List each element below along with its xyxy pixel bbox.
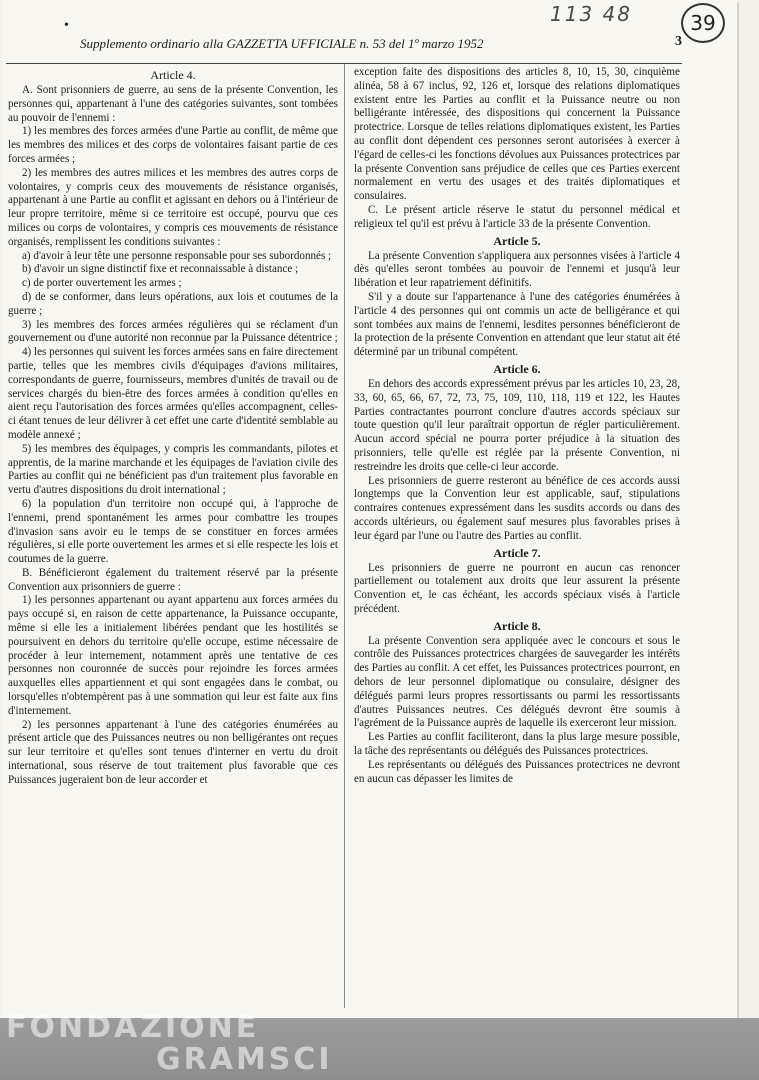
paragraph: La présente Convention s'appliquera aux personnes visées à l'article 4 dès qu'elles seront tombées au pouvoir de l'ennemi et jusqu'à leur libération et leur rapatriement définitifs. [354,249,680,290]
article-heading: Article 4. [150,68,196,82]
watermark-line-2: GRAMSCI [156,1042,333,1077]
paragraph: 4) les personnes qui suivent les forces armées sans en faire directement partie, telles que les membres civils d'équipages d'avions militaires, correspondants de guerre, fournisseurs, membres d'unités de travail ou de services chargés du bien-être des forces armées à condition qu'elles en aient reçu l'autorisation des forces armées qu'elles accompagnent, celles-ci étant tenues de leur délivrer à cet effet une carte d'identité semblable au modèle annexé ; [8,346,338,441]
article-heading: Article 8. [493,618,541,633]
paragraph: Les prisonniers de guerre resteront au bénéfice de ces accords aussi longtemps que la Convention leur est applicable, sauf, stipulations contraires contenues expressément dans les susdits accords ou dans des accords ultérieurs, ou également sauf mesures plus favorables prises à leur égard par l'une ou l'autre des Parties au conflit. [354,474,680,542]
paragraph: a) d'avoir à leur tête une personne responsable pour ses subordonnés ; [22,249,332,262]
paragraph: La présente Convention sera appliquée avec le concours et sous le contrôle des Puissances protectrices chargées de sauvegarder les intérêts des Parties au conflit. A cet effet, les Puissances protectrices pourront, en dehors de leur personnel diplomatique ou consulaire, désigner des délégués parmi leurs propres ressortissants ou parmi les ressortissants d'autres Puissances neutres. Ces délégués devront être soumis à l'agrément de la Puissance auprès de laquelle ils exerceront leur mission. [354,634,680,730]
paragraph: d) de se conformer, dans leurs opérations, aux lois et coutumes de la guerre ; [8,290,338,317]
paragraph: Les prisonniers de guerre ne pourront en aucun cas renoncer partiellement ou totalement aux droits que leur assurent la présente Convention et, le cas échéant, les accords spéciaux visés à l'article précédent. [354,561,680,615]
paragraph: 5) les membres des équipages, y compris les commandants, pilotes et apprentis, de la marine marchande et les équipages de l'aviation civile des Parties au conflit qui ne bénéficient pas d'un traitement plus favorable en vertu d'autres dispositions du droit international ; [8,442,338,497]
paragraph: 1) les membres des forces armées d'une Partie au conflit, de même que les membres des milices et des corps de volontaires faisant partie de ces forces armées ; [8,125,338,165]
article-heading: Article 5. [493,233,541,248]
paragraph: b) d'avoir un signe distinctif fixe et reconnaissable à distance ; [22,263,299,276]
paragraph: 1) les personnes appartenant ou ayant appartenu aux forces armées du pays occupé si, en raison de cette appartenance, la Puissance occupante, même si elle les a initialement libérées pendant que les hostilités se poursuivent en dehors du territoire qu'elle occupe, estime nécessaire de procéder à leur internement, notamment après une tentative de ces personnes non couronnée de succès pour rejoindre les forces armées auxquelles elles appartiennent et qui sont engagées dans le combat, ou lorsqu'elles n'obtempèrent pas à une sommation qui leur est faite aux fins d'internement. [8,594,338,717]
handwritten-folio: 113 48 [550,2,632,26]
left-column [8,66,338,788]
paragraph: 3) les membres des forces armées régulières qui se réclament d'un gouvernement ou d'une autorité non reconnue par la Puissance détentrice ; [8,318,338,345]
article-heading: Article 6. [493,361,541,376]
article-heading: Article 7. [493,545,541,560]
paragraph: B. Bénéficieront également du traitement réservé par la présente Convention aux prisonniers de guerre : [8,566,338,593]
document-page [2,0,737,1018]
paragraph: Les représentants ou délégués des Puissances protectrices ne devront en aucun cas dépasser les limites de [354,758,680,785]
page-mark: • [64,18,69,33]
page-number: 3 [675,34,682,49]
paragraph: S'il y a doute sur l'appartenance à l'une des catégories énumérées à l'article 4 des personnes qui ont commis un acte de belligérance et qui sont tombées aux mains de l'ennemi, lesdites personnes bénéficieront de la protection de la présente Convention en attendant que leur statut ait été déterminé par un tribunal compétent. [354,290,680,359]
circled-page-number: 39 [681,3,725,43]
running-header [62,34,682,54]
paragraph: 6) la population d'un territoire non occupé qui, à l'approche de l'ennemi, prend spontanément les armes pour combattre les troupes d'invasion sans avoir eu le temps de se constituer en forces armées régulières, si elle porte ouvertement les armes et si elle respecte les lois et coutumes de la guerre. [8,497,338,566]
right-column [354,66,680,786]
paragraph: En dehors des accords expressément prévus par les articles 10, 23, 28, 33, 60, 65, 66, 67, 72, 73, 75, 109, 110, 118, 119 et 122, les Hautes Parties contractantes pourront conclure d'autres accords spéciaux sur toute question qu'il leur paraîtrait opportun de régler particulièrement. Aucun accord spécial ne pourra porter préjudice à la situation des prisonniers, telle qu'elle est réglée par la présente Convention, ni restreindre les droits que celle-ci leur accorde. [354,377,680,473]
paragraph: 2) les personnes appartenant à l'une des catégories énumérées au présent article que des Puissances neutres ou non belligérantes ont reçues sur leur territoire et qu'elles sont tenues d'interner en vertu du droit international, sous réserve de tout traitement plus favorable que ces Puissances jugeraient bon de leur accorder et [8,718,338,786]
paragraph: A. Sont prisonniers de guerre, au sens de la présente Convention, les personnes qui, appartenant à l'une des catégories suivantes, sont tombées au pouvoir de l'ennemi : [8,84,338,124]
paragraph: 2) les membres des autres milices et les membres des autres corps de volontaires, y compris ceux des mouvements de résistance organisés, appartenant à une Partie au conflit et agissant en dehors ou à l'intérieur de leur propre territoire, même si ce territoire est occupé, pourvu que ces milices ou corps de volontaires, y compris ces mouvements de résistance organisés, remplissent les conditions suivantes : [8,166,338,248]
paragraph: exception faite des dispositions des articles 8, 10, 15, 30, cinquième alinéa, 58 à 67 inclus, 92, 126 et, lorsque des relations diplomatiques existent entre les Parties au conflit et la Puissance neutre ou non belligérante intéressée, des dispositions qui concernent la Puissance protectrice. Lorsque de telles relations diplomatiques existent, les Parties au conflit dont dépendent ces personnes seront autorisées à exercer à l'égard de celles-ci les fonctions dévolues aux Puissances protectrices par la présente Convention sans préjudice de celles que ces Parties exercent normalement en vertu des usages et des traités diplomatiques et consulaires. [354,66,680,203]
paragraph: c) de porter ouvertement les armes ; [22,277,182,290]
running-title: Supplemento ordinario alla GAZZETTA UFFICIALE n. 53 del 1º marzo 1952 [80,36,484,51]
column-divider [344,64,345,1008]
paragraph: Les Parties au conflit faciliteront, dans la plus large mesure possible, la tâche des représentants ou délégués des Puissances protectrices. [354,731,680,758]
paragraph: C. Le présent article réserve le statut du personnel médical et religieux tel qu'il est prévu à l'article 33 de la présente Convention. [354,203,680,230]
archive-watermark [6,1012,333,1076]
watermark-line-1: FONDAZIONE [6,1010,260,1045]
